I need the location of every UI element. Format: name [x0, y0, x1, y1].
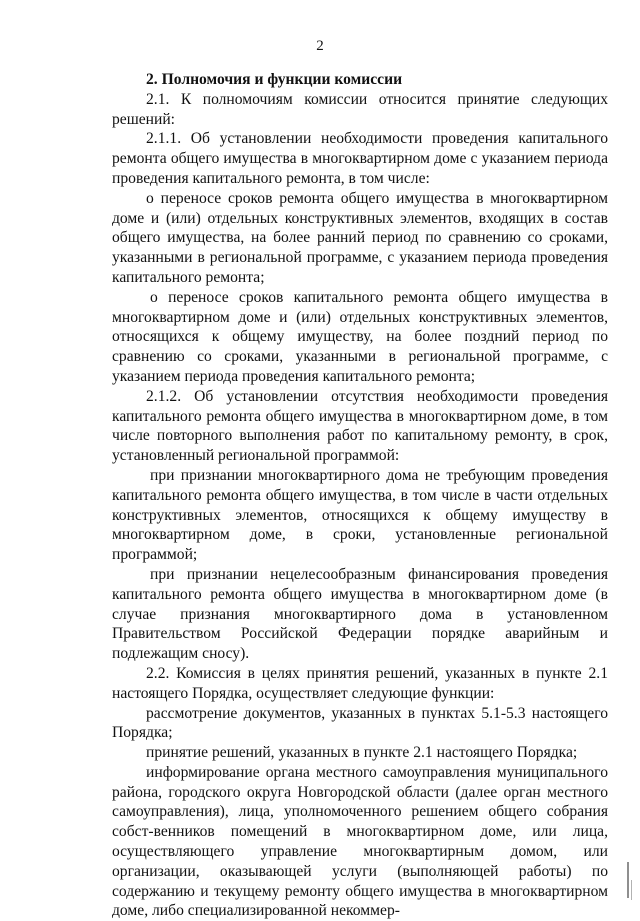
- paragraph-2-2: 2.2. Комиссия в целях принятия решений, указанных в пункте 2.1 настоящего Порядка, осуществляет следующие функции:: [112, 664, 608, 702]
- page-number: 2: [316, 38, 324, 54]
- paragraph-2-1: 2.1. К полномочиям комиссии относится принятие следующих решений:: [112, 90, 608, 128]
- document-body: [112, 70, 608, 921]
- paragraph-2-1-1: 2.1.1. Об установлении необходимости проведения капитального ремонта общего имущества в многоквартирном доме с указанием периода проведения капитального ремонта, в том числе:: [112, 130, 608, 187]
- paragraph-2-2-review: рассмотрение документов, указанных в пунктах 5.1-5.3 настоящего Порядка;: [112, 704, 608, 742]
- scan-edge-mark: [627, 862, 629, 898]
- scan-edge-mark: [631, 880, 632, 900]
- paragraph-2-1-1-later: о переносе сроков капитального ремонта общего имущества в многоквартирном доме и (или) отдельных конструктивных элементов, относящихся к общему имуществу, на более поздний период по сравнению со сроками, указанными в региональной программе, с указанием периода проведения капитального ремонта;: [112, 288, 608, 385]
- paragraph-2-2-informing: информирование органа местного самоуправления муниципального района, городского округа Новгородской области (далее орган местного самоуправления), лица, уполномоченного решением общего собрания собст-венников помещений в многоквартирном доме, или лица, осуществляющего управление многоквартирным домом, или организации, оказывающей услуги (выполняющей работы) по содержанию и текущему ремонту общего имущества в многоквартирном доме, либо специализированной некоммер-: [112, 763, 608, 920]
- paragraph-2-1-1-earlier: о переносе сроков ремонта общего имущества в многоквартирном доме и (или) отдельных конструктивных элементов, входящих в состав общего имущества, на более ранний период по сравнению со сроками, указанными в региональной программе, с указанием периода проведения капитального ремонта;: [112, 189, 608, 286]
- section-heading: 2. Полномочия и функции комиссии: [146, 71, 403, 88]
- paragraph-2-2-decisions: принятие решений, указанных в пункте 2.1 настоящего Порядка;: [146, 744, 578, 762]
- paragraph-2-1-2-not-required: при признании многоквартирного дома не требующим проведения капитального ремонта общего имущества, в том числе в части отдельных конструктивных элементов, относящихся к общему имуществу в многоквартирном доме, в сроки, установленные региональной программой;: [112, 466, 608, 564]
- paragraph-2-1-2-inexpedient: при признании нецелесообразным финансирования проведения капитального ремонта общего имущества в многоквартирном доме (в случае признания многоквартирного дома в установленном Правительством Российской Федерации порядке аварийным и подлежащим сносу).: [112, 565, 608, 663]
- paragraph-2-1-2: 2.1.2. Об установлении отсутствия необходимости проведения капитального ремонта общего имущества в многоквартирном доме, в том числе повторного выполнения работ по капитальному ремонту, в срок, установленный региональной программой:: [112, 387, 608, 465]
